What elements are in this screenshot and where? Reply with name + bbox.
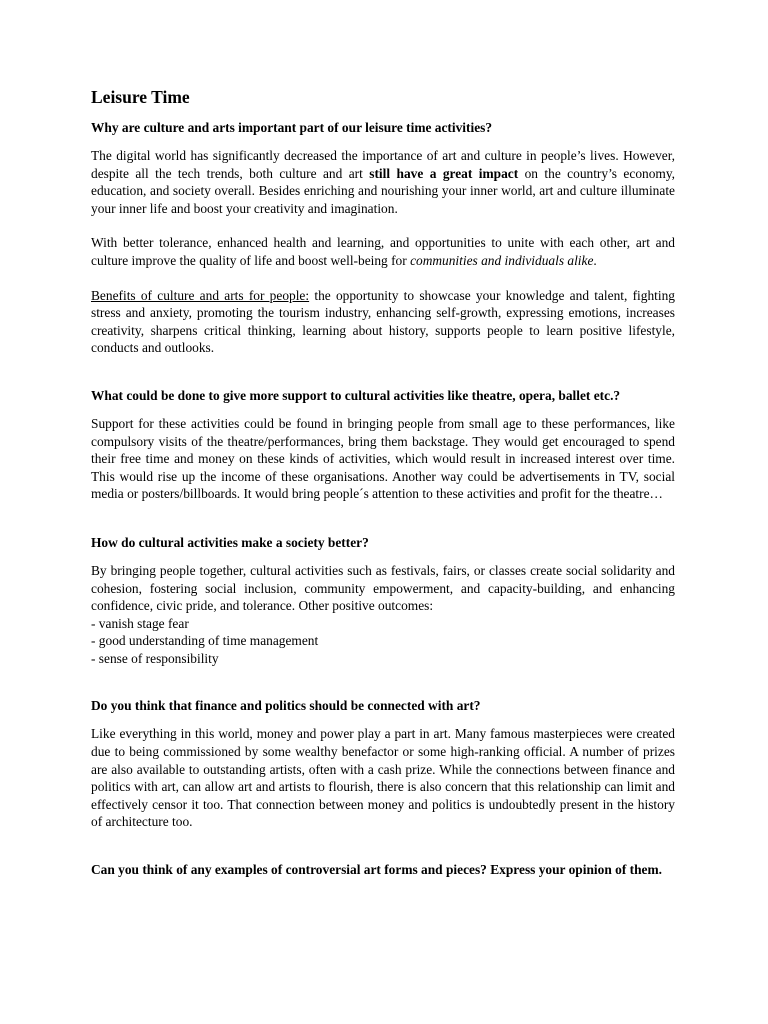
paragraph-text: .	[593, 252, 597, 268]
question-heading: Why are culture and arts important part of our leisure time activities?	[91, 120, 493, 135]
question-heading: Can you think of any examples of controversial art forms and pieces? Express your opinion of them.	[91, 862, 662, 878]
paragraph-text: on the country’s economy, education, and society overall. Besides enriching and nourishing your inner world, art and culture illuminate your inner life and boost your creativity and imagination.	[91, 165, 675, 216]
paragraph-text: The digital world has significantly decreased the importance of art and culture in people’s lives. However, despite all the tech trends, both culture and art	[91, 148, 675, 181]
underlined-phrase: Benefits of culture and arts for people:	[91, 287, 310, 303]
paragraph: Like everything in this world, money and power play a part in art. Many famous masterpieces were created due to being commissioned by some wealthy benefactor or some high-ranking official. A number of prizes are also available to outstanding artists, often with a cash prize. While the connections between finance and politics with art, can allow art and artists to flourish, there is also concern that this relationship can limit and effectively censor it too. That connection between money and politics is undoubtedly present in the history of architecture too.	[91, 726, 675, 830]
document-page	[91, 86, 675, 879]
question-heading: Do you think that finance and politics should be connected with art?	[91, 698, 481, 714]
italic-phrase: communities and individuals alike	[410, 252, 594, 268]
paragraph-text: With better tolerance, enhanced health and learning, and opportunities to unite with each other, art and culture improve the quality of life and boost well-being for	[91, 235, 675, 268]
paragraph: Support for these activities could be found in bringing people from small age to these performances, like compulsory visits of the theatre/performances, bring them backstage. They would get encouraged to spend their free time and money on these kinds of activities, which would result in increased interest over time. This would rise up the income of these organisations. Another way could be advertisements in TV, social media or posters/billboards. It would bring people´s attention to these activities and profit for the theatre…	[91, 415, 675, 502]
paragraph	[91, 287, 675, 357]
list-item: - sense of responsibility	[91, 650, 219, 666]
question-heading: How do cultural activities make a society better?	[91, 534, 369, 550]
list-item: - vanish stage fear	[91, 615, 189, 631]
bold-phrase: still have a great impact	[369, 165, 519, 181]
paragraph	[91, 147, 675, 217]
paragraph	[91, 234, 675, 269]
document-title: Leisure Time	[91, 87, 190, 107]
list-item: - good understanding of time management	[91, 633, 319, 649]
paragraph: By bringing people together, cultural activities such as festivals, fairs, or classes create social solidarity and cohesion, fostering social inclusion, community empowerment, and capacity-building, and enhancing confidence, civic pride, and tolerance. Other positive outcomes:	[91, 562, 675, 614]
question-heading: What could be done to give more support to cultural activities like theatre, opera, ballet etc.?	[91, 387, 621, 403]
paragraph-text: the opportunity to showcase your knowledge and talent, fighting stress and anxiety, promoting the tourism industry, enhancing self-growth, expressing emotions, increases creativity, sharpens critical thinking, learning about history, supports people to learn positive lifestyle, conducts and outlooks.	[91, 287, 675, 356]
